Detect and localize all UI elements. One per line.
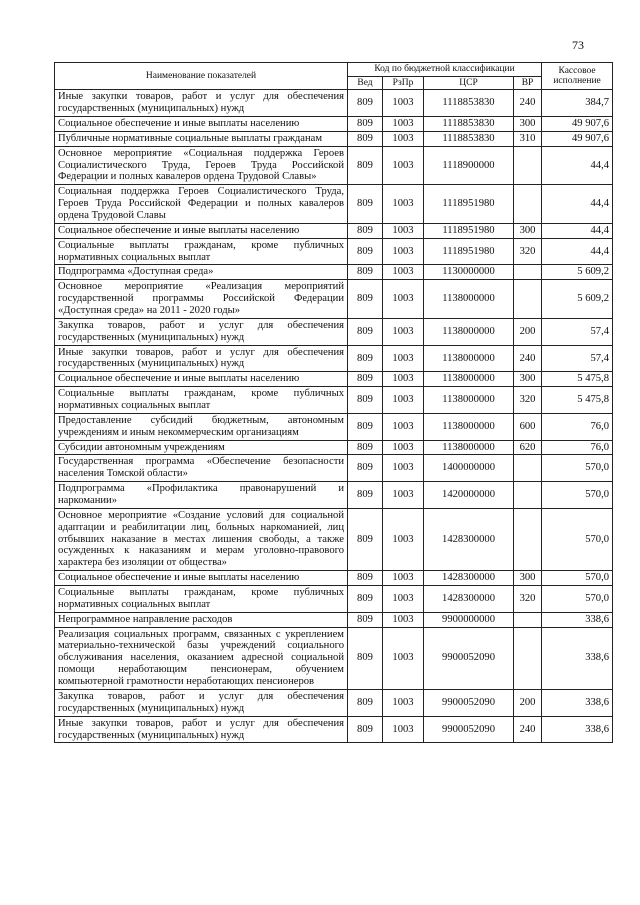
cell-ved: 809 xyxy=(348,689,383,716)
table-row xyxy=(55,571,613,586)
cell-amount: 570,0 xyxy=(542,586,613,613)
table-row xyxy=(55,612,613,627)
cell-name: Подпрограмма «Доступная среда» xyxy=(55,265,348,280)
cell-rzpr: 1003 xyxy=(383,318,424,345)
cell-csr: 9900052090 xyxy=(424,716,514,743)
cell-name: Закупка товаров, работ и услуг для обеспечения государственных (муниципальных) нужд xyxy=(55,689,348,716)
header-code-group: Код по бюджетной классификации xyxy=(348,63,542,77)
cell-rzpr: 1003 xyxy=(383,265,424,280)
cell-amount: 570,0 xyxy=(542,508,613,570)
cell-rzpr: 1003 xyxy=(383,90,424,117)
cell-amount: 44,4 xyxy=(542,238,613,265)
table-row xyxy=(55,413,613,440)
cell-rzpr: 1003 xyxy=(383,508,424,570)
cell-ved: 809 xyxy=(348,413,383,440)
cell-vr: 310 xyxy=(514,131,542,146)
header-vr: ВР xyxy=(514,76,542,90)
cell-csr: 1118951980 xyxy=(424,223,514,238)
cell-ved: 809 xyxy=(348,131,383,146)
cell-rzpr: 1003 xyxy=(383,689,424,716)
cell-name: Социальная поддержка Героев Социалистического Труда, Героев Труда Российской Федерации и полных кавалеров ордена Трудовой Славы xyxy=(55,185,348,224)
cell-csr: 1118853830 xyxy=(424,116,514,131)
cell-vr: 300 xyxy=(514,372,542,387)
cell-ved: 809 xyxy=(348,482,383,509)
cell-rzpr: 1003 xyxy=(383,413,424,440)
cell-csr: 9900052090 xyxy=(424,689,514,716)
cell-csr: 1428300000 xyxy=(424,508,514,570)
cell-rzpr: 1003 xyxy=(383,372,424,387)
cell-csr: 9900000000 xyxy=(424,612,514,627)
cell-rzpr: 1003 xyxy=(383,627,424,689)
cell-csr: 1138000000 xyxy=(424,280,514,319)
cell-name: Социальное обеспечение и иные выплаты населению xyxy=(55,372,348,387)
cell-rzpr: 1003 xyxy=(383,482,424,509)
cell-name: Иные закупки товаров, работ и услуг для обеспечения государственных (муниципальных) нужд xyxy=(55,90,348,117)
cell-ved: 809 xyxy=(348,372,383,387)
header-ved: Вед xyxy=(348,76,383,90)
page-number: 73 xyxy=(572,38,584,52)
cell-name: Основное мероприятие «Социальная поддержка Героев Социалистического Труда, Героев Труда Российской Федерации и полных кавалеров ордена Трудовой Славы» xyxy=(55,146,348,185)
table-row xyxy=(55,387,613,414)
cell-amount: 49 907,6 xyxy=(542,116,613,131)
cell-vr: 320 xyxy=(514,387,542,414)
cell-name: Иные закупки товаров, работ и услуг для обеспечения государственных (муниципальных) нужд xyxy=(55,345,348,372)
table-row xyxy=(55,131,613,146)
cell-name: Реализация социальных программ, связанных с укреплением материально-технической базы учреждений социального обслуживания населения, оказанием адресной социальной помощи неработающим пенсионерам, обучением компьютерной грамотности неработающих пенсионеров xyxy=(55,627,348,689)
cell-rzpr: 1003 xyxy=(383,116,424,131)
table-row xyxy=(55,345,613,372)
cell-name: Социальные выплаты гражданам, кроме публичных нормативных социальных выплат xyxy=(55,238,348,265)
cell-vr: 200 xyxy=(514,689,542,716)
cell-name: Субсидии автономным учреждениям xyxy=(55,440,348,455)
cell-ved: 809 xyxy=(348,345,383,372)
cell-name: Основное мероприятие «Создание условий для социальной адаптации и реабилитации лиц, больных наркоманией, лиц отбывших наказание в местах лишения свободы, а также осужденных к наказаниям и мерам уголовно-правового характера без изоляции от общества» xyxy=(55,508,348,570)
cell-name: Предоставление субсидий бюджетным, автономным учреждениям и иным некоммерческим организациям xyxy=(55,413,348,440)
table-row xyxy=(55,627,613,689)
table-row xyxy=(55,716,613,743)
cell-csr: 1118853830 xyxy=(424,90,514,117)
cell-amount: 57,4 xyxy=(542,345,613,372)
cell-amount: 338,6 xyxy=(542,627,613,689)
cell-csr: 1118951980 xyxy=(424,238,514,265)
cell-vr xyxy=(514,455,542,482)
table-row xyxy=(55,689,613,716)
cell-name: Закупка товаров, работ и услуг для обеспечения государственных (муниципальных) нужд xyxy=(55,318,348,345)
cell-name: Непрограммное направление расходов xyxy=(55,612,348,627)
cell-ved: 809 xyxy=(348,318,383,345)
table-header xyxy=(55,63,613,90)
cell-vr: 300 xyxy=(514,571,542,586)
table-row xyxy=(55,90,613,117)
cell-ved: 809 xyxy=(348,116,383,131)
cell-name: Социальное обеспечение и иные выплаты населению xyxy=(55,116,348,131)
cell-ved: 809 xyxy=(348,223,383,238)
header-rzpr: РзПр xyxy=(383,76,424,90)
cell-amount: 49 907,6 xyxy=(542,131,613,146)
cell-vr: 240 xyxy=(514,716,542,743)
cell-rzpr: 1003 xyxy=(383,612,424,627)
cell-rzpr: 1003 xyxy=(383,345,424,372)
cell-vr xyxy=(514,627,542,689)
cell-rzpr: 1003 xyxy=(383,455,424,482)
cell-name: Социальное обеспечение и иные выплаты населению xyxy=(55,571,348,586)
cell-ved: 809 xyxy=(348,586,383,613)
cell-csr: 1118853830 xyxy=(424,131,514,146)
header-amount: Кассовое исполнение xyxy=(542,63,613,90)
cell-csr: 1138000000 xyxy=(424,345,514,372)
cell-vr: 200 xyxy=(514,318,542,345)
table-row xyxy=(55,265,613,280)
cell-name: Государственная программа «Обеспечение безопасности населения Томской области» xyxy=(55,455,348,482)
cell-rzpr: 1003 xyxy=(383,440,424,455)
cell-ved: 809 xyxy=(348,90,383,117)
cell-vr xyxy=(514,508,542,570)
cell-rzpr: 1003 xyxy=(383,586,424,613)
cell-name: Социальное обеспечение и иные выплаты населению xyxy=(55,223,348,238)
cell-vr: 300 xyxy=(514,223,542,238)
header-name: Наименование показателей xyxy=(55,63,348,90)
table-row xyxy=(55,280,613,319)
cell-amount: 44,4 xyxy=(542,146,613,185)
cell-csr: 1138000000 xyxy=(424,318,514,345)
table-row xyxy=(55,223,613,238)
cell-rzpr: 1003 xyxy=(383,716,424,743)
cell-name: Основное мероприятие «Реализация мероприятий государственной программы Российской Федерации «Доступная среда» на 2011 - 2020 годы» xyxy=(55,280,348,319)
cell-amount: 338,6 xyxy=(542,716,613,743)
cell-amount: 76,0 xyxy=(542,440,613,455)
cell-vr: 600 xyxy=(514,413,542,440)
cell-csr: 1428300000 xyxy=(424,571,514,586)
cell-csr: 1118900000 xyxy=(424,146,514,185)
cell-vr xyxy=(514,612,542,627)
cell-csr: 1138000000 xyxy=(424,413,514,440)
cell-amount: 338,6 xyxy=(542,612,613,627)
cell-vr: 320 xyxy=(514,586,542,613)
cell-amount: 5 609,2 xyxy=(542,280,613,319)
cell-rzpr: 1003 xyxy=(383,223,424,238)
cell-rzpr: 1003 xyxy=(383,238,424,265)
cell-vr xyxy=(514,185,542,224)
cell-amount: 44,4 xyxy=(542,185,613,224)
cell-ved: 809 xyxy=(348,280,383,319)
cell-csr: 1138000000 xyxy=(424,387,514,414)
cell-rzpr: 1003 xyxy=(383,280,424,319)
cell-name: Публичные нормативные социальные выплаты гражданам xyxy=(55,131,348,146)
cell-ved: 809 xyxy=(348,185,383,224)
cell-ved: 809 xyxy=(348,238,383,265)
cell-rzpr: 1003 xyxy=(383,387,424,414)
table-row xyxy=(55,318,613,345)
cell-amount: 570,0 xyxy=(542,482,613,509)
table-row xyxy=(55,238,613,265)
table-row xyxy=(55,440,613,455)
cell-amount: 5 609,2 xyxy=(542,265,613,280)
cell-ved: 809 xyxy=(348,508,383,570)
cell-ved: 809 xyxy=(348,455,383,482)
table-row xyxy=(55,508,613,570)
cell-vr: 240 xyxy=(514,90,542,117)
table-row xyxy=(55,116,613,131)
cell-csr: 9900052090 xyxy=(424,627,514,689)
cell-amount: 384,7 xyxy=(542,90,613,117)
cell-amount: 76,0 xyxy=(542,413,613,440)
cell-ved: 809 xyxy=(348,387,383,414)
table-row xyxy=(55,586,613,613)
cell-name: Иные закупки товаров, работ и услуг для обеспечения государственных (муниципальных) нужд xyxy=(55,716,348,743)
cell-vr: 240 xyxy=(514,345,542,372)
cell-vr xyxy=(514,482,542,509)
cell-amount: 338,6 xyxy=(542,689,613,716)
cell-rzpr: 1003 xyxy=(383,146,424,185)
cell-vr xyxy=(514,280,542,319)
table-body xyxy=(55,90,613,743)
table-row xyxy=(55,185,613,224)
cell-vr: 620 xyxy=(514,440,542,455)
cell-amount: 5 475,8 xyxy=(542,372,613,387)
cell-csr: 1130000000 xyxy=(424,265,514,280)
cell-ved: 809 xyxy=(348,627,383,689)
table-row xyxy=(55,482,613,509)
cell-csr: 1400000000 xyxy=(424,455,514,482)
budget-execution-table xyxy=(54,62,613,743)
cell-ved: 809 xyxy=(348,265,383,280)
table-row xyxy=(55,146,613,185)
cell-vr: 300 xyxy=(514,116,542,131)
cell-vr: 320 xyxy=(514,238,542,265)
cell-ved: 809 xyxy=(348,146,383,185)
cell-amount: 5 475,8 xyxy=(542,387,613,414)
cell-amount: 570,0 xyxy=(542,455,613,482)
cell-csr: 1138000000 xyxy=(424,440,514,455)
cell-csr: 1428300000 xyxy=(424,586,514,613)
cell-name: Социальные выплаты гражданам, кроме публичных нормативных социальных выплат xyxy=(55,387,348,414)
table-row xyxy=(55,372,613,387)
header-csr: ЦСР xyxy=(424,76,514,90)
cell-ved: 809 xyxy=(348,612,383,627)
cell-vr xyxy=(514,146,542,185)
cell-rzpr: 1003 xyxy=(383,185,424,224)
cell-amount: 570,0 xyxy=(542,571,613,586)
cell-amount: 44,4 xyxy=(542,223,613,238)
cell-ved: 809 xyxy=(348,571,383,586)
cell-name: Социальные выплаты гражданам, кроме публичных нормативных социальных выплат xyxy=(55,586,348,613)
cell-rzpr: 1003 xyxy=(383,571,424,586)
cell-ved: 809 xyxy=(348,440,383,455)
cell-vr xyxy=(514,265,542,280)
cell-csr: 1420000000 xyxy=(424,482,514,509)
cell-csr: 1118951980 xyxy=(424,185,514,224)
cell-csr: 1138000000 xyxy=(424,372,514,387)
cell-rzpr: 1003 xyxy=(383,131,424,146)
cell-ved: 809 xyxy=(348,716,383,743)
table-row xyxy=(55,455,613,482)
cell-name: Подпрограмма «Профилактика правонарушений и наркомании» xyxy=(55,482,348,509)
cell-amount: 57,4 xyxy=(542,318,613,345)
